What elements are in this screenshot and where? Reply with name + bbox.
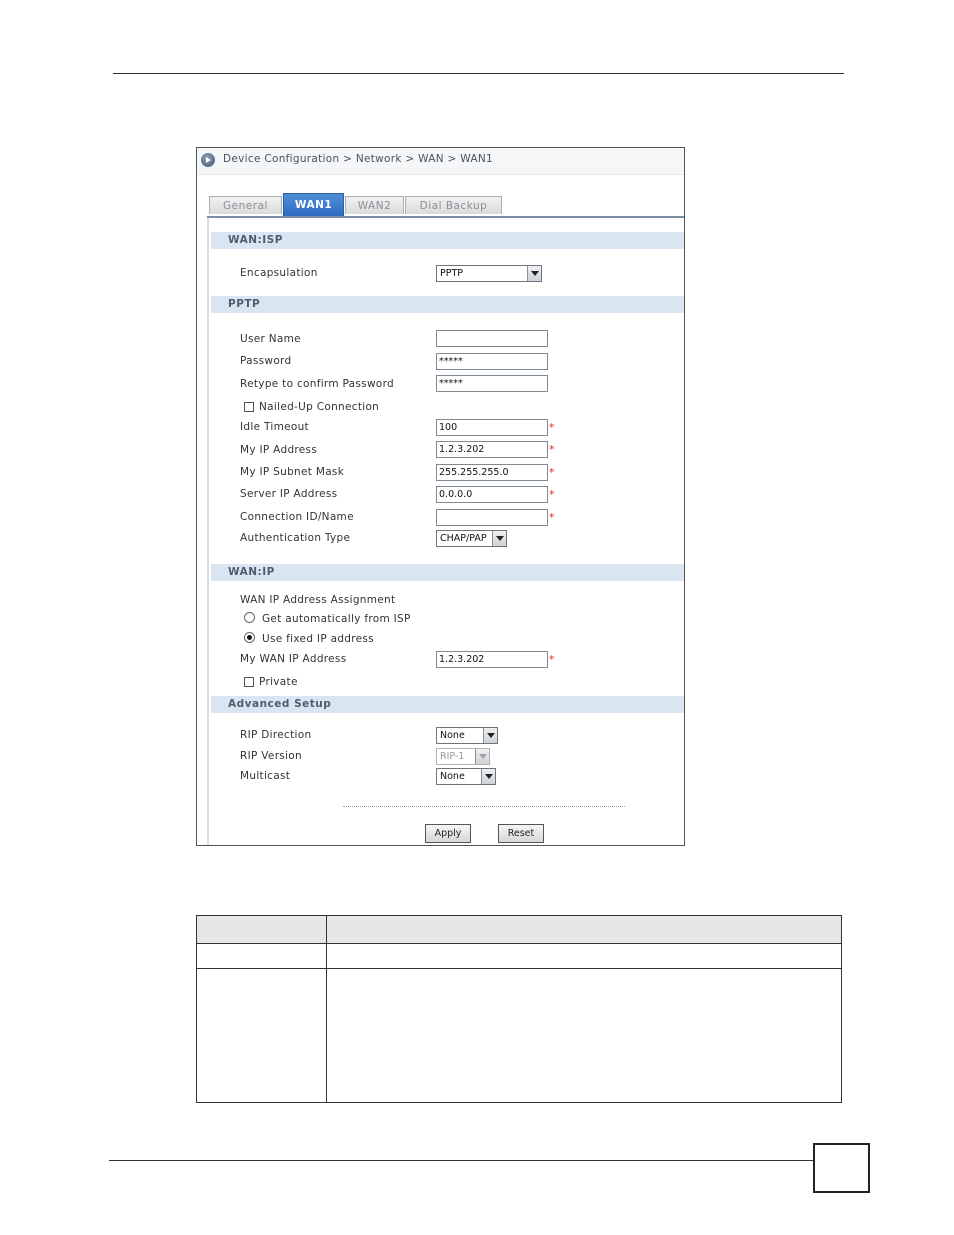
section-advanced-setup: Advanced Setup [211, 696, 685, 713]
password-label: Password [240, 355, 292, 367]
multicast-select[interactable] [436, 768, 496, 785]
button-divider [343, 806, 625, 807]
encapsulation-value: PPTP [440, 268, 463, 279]
retype-password-input[interactable] [436, 375, 548, 392]
breadcrumb-bar [197, 148, 684, 175]
auth-type-select[interactable] [436, 530, 507, 547]
required-mark: * [549, 421, 555, 434]
chevron-down-icon[interactable] [483, 728, 497, 743]
header-rule [113, 73, 844, 74]
use-fixed-ip-radio[interactable] [244, 632, 255, 643]
password-input[interactable] [436, 353, 548, 370]
content-left-rule [207, 218, 209, 846]
my-wan-ip-input[interactable] [436, 651, 548, 668]
connection-id-input[interactable] [436, 509, 548, 526]
nailed-up-label: Nailed-Up Connection [259, 401, 380, 413]
idle-timeout-label: Idle Timeout [240, 421, 309, 433]
chevron-down-icon[interactable] [492, 531, 506, 546]
rip-version-value: RIP-1 [440, 751, 465, 762]
connection-id-label: Connection ID/Name [240, 511, 354, 523]
table-column-divider [326, 916, 327, 1102]
required-mark: * [549, 511, 555, 524]
encapsulation-select[interactable] [436, 265, 542, 282]
get-automatically-radio[interactable] [244, 612, 255, 623]
server-ip-input[interactable] [436, 486, 548, 503]
section-wan-isp: WAN:ISP [211, 232, 685, 249]
chevron-down-icon [475, 749, 489, 764]
chevron-down-icon[interactable] [481, 769, 495, 784]
required-mark: * [549, 443, 555, 456]
wan-ip-assignment-label: WAN IP Address Assignment [240, 594, 396, 606]
rip-direction-value: None [440, 730, 465, 741]
multicast-value: None [440, 771, 465, 782]
rip-version-select [436, 748, 490, 765]
breadcrumb: Device Configuration > Network > WAN > WAN1 [223, 153, 493, 165]
required-mark: * [549, 653, 555, 666]
my-ip-label: My IP Address [240, 444, 318, 456]
private-checkbox[interactable] [244, 677, 254, 687]
rip-direction-label: RIP Direction [240, 729, 312, 741]
navigation-arrow-icon [201, 153, 215, 167]
retype-password-label: Retype to confirm Password [240, 378, 394, 390]
user-name-label: User Name [240, 333, 301, 345]
auth-type-value: CHAP/PAP [440, 533, 487, 544]
screenshot-frame [196, 147, 685, 846]
required-mark: * [549, 488, 555, 501]
subnet-mask-input[interactable] [436, 464, 548, 481]
my-wan-ip-label: My WAN IP Address [240, 653, 347, 665]
rip-direction-select[interactable] [436, 727, 498, 744]
auth-type-label: Authentication Type [240, 532, 351, 544]
table-header-row [197, 916, 841, 944]
apply-button[interactable]: Apply [425, 824, 471, 843]
multicast-label: Multicast [240, 770, 291, 782]
required-mark: * [549, 466, 555, 479]
page-number-box [813, 1143, 870, 1193]
section-pptp: PPTP [211, 296, 685, 313]
tab-dial-backup[interactable]: Dial Backup [405, 196, 502, 214]
description-table [196, 915, 842, 1103]
use-fixed-ip-label: Use fixed IP address [262, 633, 374, 645]
tab-wan1[interactable]: WAN1 [283, 193, 344, 216]
get-automatically-label: Get automatically from ISP [262, 613, 411, 625]
rip-version-label: RIP Version [240, 750, 302, 762]
server-ip-label: Server IP Address [240, 488, 338, 500]
user-name-input[interactable] [436, 330, 548, 347]
nailed-up-checkbox[interactable] [244, 402, 254, 412]
tab-general[interactable]: General [209, 196, 282, 214]
idle-timeout-input[interactable] [436, 419, 548, 436]
tab-bar [207, 194, 685, 218]
tab-wan2[interactable]: WAN2 [345, 196, 404, 214]
encapsulation-label: Encapsulation [240, 267, 318, 279]
chevron-down-icon[interactable] [527, 266, 541, 281]
my-ip-input[interactable] [436, 441, 548, 458]
section-wan-ip: WAN:IP [211, 564, 685, 581]
subnet-mask-label: My IP Subnet Mask [240, 466, 345, 478]
footer-rule [109, 1160, 815, 1161]
private-label: Private [259, 676, 298, 688]
reset-button[interactable]: Reset [498, 824, 544, 843]
table-row [197, 944, 841, 969]
